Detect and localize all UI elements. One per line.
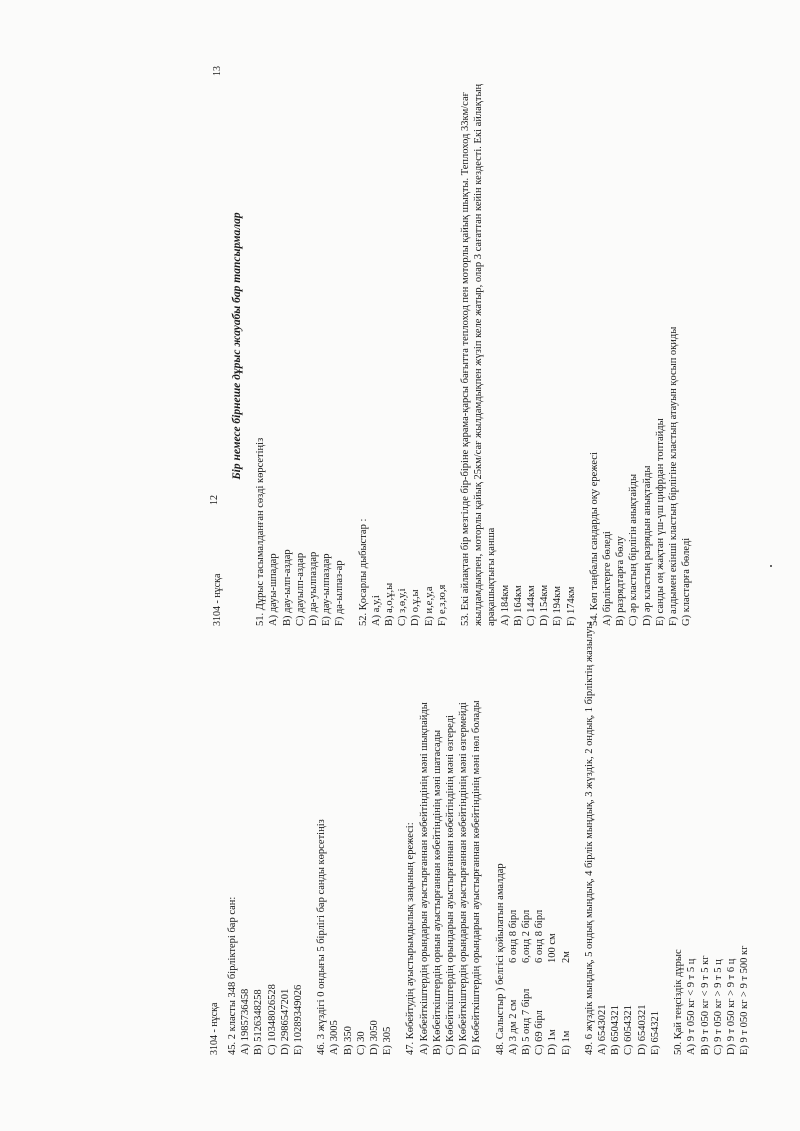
option: А) 6543021 bbox=[597, 1004, 609, 1055]
option: Е) 305 bbox=[382, 1026, 394, 1055]
option: С) 6054321 bbox=[623, 1005, 635, 1055]
option-right: 2м bbox=[560, 951, 572, 963]
options-list bbox=[601, 66, 693, 626]
option: А) 1985736458 bbox=[240, 988, 252, 1055]
option: С) з,ө,у,і bbox=[397, 588, 409, 626]
question-text: 53. Екі айлақтан бір мезгілде бір-біріне қарама-қарсы бағытта теплоход пен моторлы қайық шықты. Теплоход 33км/сағ жылдамдықпен, моторлы қайық 25км/сағ жылдамдықпен жүзіп келе жатыр, олар 3 сағаттан кейін кездесті. Екі айлақтың арақашықтығы қанша bbox=[460, 83, 498, 626]
option: Е) 9 т 050 кг > 9 т 500 кг bbox=[739, 945, 751, 1055]
option-right: 6 онд 8 бірл bbox=[507, 909, 519, 963]
option: Е) 654321 bbox=[649, 1010, 661, 1055]
scan-speck bbox=[770, 565, 772, 567]
option: А) 184км bbox=[499, 584, 511, 626]
option: С) дауылп-аздар bbox=[294, 552, 306, 626]
option: В) Көбейткіштердің орнын ауыстырғаннан көбейтіндінің мәні шатасады bbox=[431, 729, 443, 1055]
option-left: С) 69 бірл bbox=[534, 1010, 546, 1055]
option: F) е,з,ю,я bbox=[436, 584, 448, 626]
option: С) әр кластың бірлігін анықтайды bbox=[628, 473, 640, 626]
option: С) 9 т 050 кг > 9 т 5 ц bbox=[712, 959, 724, 1055]
page-header: 3104 - нұсқа bbox=[212, 573, 223, 626]
option: А) Көбейткіштердің орындарын ауыстырғаннан көбейтіндінің мәні шықпайды bbox=[418, 702, 430, 1055]
options-list bbox=[267, 66, 346, 626]
option: В) дау-ылп-аздар bbox=[281, 549, 293, 626]
question-text: 50. Қай теңсіздік дұрыс bbox=[673, 949, 685, 1055]
options-list bbox=[499, 66, 578, 626]
option: А) 9 т 050 кг < 9 т 5 ц bbox=[686, 958, 698, 1055]
option: А) а,у,і bbox=[370, 595, 382, 626]
question-text: 49. 6 жүздік мыңдық, 5 ондық мыңдық, 4 бірлік мыңдық, 3 жүздік, 2 ондық, 1 бірліктің жазылуы bbox=[583, 621, 595, 1055]
option: В) 350 bbox=[342, 1026, 354, 1055]
question-text: 47. Көбейтудің ауыстырымдылық заңының ережесі: bbox=[405, 822, 417, 1055]
option: F) да-ылпаз-ар bbox=[334, 560, 346, 626]
question-51 bbox=[254, 66, 346, 626]
option: Е) 10289349026 bbox=[293, 984, 305, 1055]
option-right: 6,онд 2 бірл bbox=[521, 909, 533, 963]
option: F) 174км bbox=[565, 586, 577, 626]
question-text: 52. Қосарлы дыбыстар : bbox=[357, 518, 369, 626]
question-text: 48. Салыстыр ) белгісі қойылатын амалдар bbox=[494, 863, 506, 1055]
option: Е) 194км bbox=[552, 585, 564, 626]
option: А) бірліктерге бөледі bbox=[602, 531, 614, 626]
page-header: 3104 - нұсқа bbox=[209, 1002, 220, 1055]
option: В) 6504321 bbox=[610, 1005, 622, 1055]
page-number: 13 bbox=[212, 66, 223, 76]
option: D) Көбейткіштердің орындарын ауыстырғаннан көбейтіндінің мәні өзгермейді bbox=[458, 702, 470, 1055]
option: В) 5126348258 bbox=[253, 989, 265, 1055]
option: А) дауы-шпадар bbox=[268, 553, 280, 626]
option: В) разрядтарға бөлу bbox=[615, 536, 627, 626]
option: С) Көбейткіштердің орындарын ауыстырғаннан көбейтіндінің мәні өзгереді bbox=[445, 715, 457, 1055]
option-right: 6 онд 8 бірл bbox=[534, 909, 546, 963]
option: D) да-уылпаздар bbox=[308, 551, 320, 626]
option: D) әр кластың разрядын анықтайды bbox=[641, 465, 653, 626]
option: В) 164км bbox=[512, 585, 524, 626]
option: С) 30 bbox=[355, 1031, 367, 1055]
question-text: 54. Көп таңбалы сандарды оқу ережесі bbox=[588, 452, 600, 626]
option: D) 9 т 050 кг > 9 т 6 ц bbox=[725, 958, 737, 1055]
option: Е) дау-ылпаздар bbox=[321, 553, 333, 626]
option: А) 3005 bbox=[329, 1020, 341, 1055]
question-text: 46. 3 жүздігі 0 ондығы 5 бірлігі бар санды көрсетіңіз bbox=[316, 819, 328, 1055]
option-left: А) 3 дм 2 см bbox=[507, 999, 519, 1055]
option: F) алдымен екінші кластың бірлігіне кластың атауын қосып оқиды bbox=[668, 326, 680, 626]
question-53 bbox=[459, 66, 578, 626]
question-text: 45. 2 класты 348 бірліктері бар сан: bbox=[227, 896, 238, 1055]
question-54 bbox=[588, 66, 694, 626]
option: D) 2986547201 bbox=[279, 988, 291, 1055]
right-page bbox=[211, 66, 693, 626]
question-text: 51. Дұрыс тасымалданған сөзді көрсетіңіз bbox=[255, 437, 267, 626]
option: В) а,о,ұ,ы bbox=[384, 582, 396, 626]
option-left: В) 5 онд 7 бірл bbox=[521, 988, 533, 1055]
option-right: 100 см bbox=[547, 933, 559, 963]
option-left: D) 1м bbox=[547, 1029, 559, 1055]
option: D) 154км bbox=[539, 584, 551, 626]
option: С) 10348026528 bbox=[266, 984, 278, 1055]
option: D) о,ұ,ы bbox=[410, 589, 422, 626]
option: D) 3050 bbox=[369, 1020, 381, 1055]
option: Е) Көбейткіштердің орындарын ауыстырғаннан көбейтіндінің мәні нөл болады bbox=[471, 700, 483, 1055]
option: G) кластарға бөледі bbox=[681, 537, 693, 626]
section-title: Бір немесе бірнеше дұрыс жауабы бар тапсырмалар bbox=[231, 212, 243, 480]
options-list bbox=[370, 66, 449, 626]
option-left: Е) 1м bbox=[560, 1030, 572, 1055]
question-52 bbox=[357, 66, 449, 626]
page-number: 12 bbox=[209, 495, 220, 505]
option: С) 144км bbox=[526, 585, 538, 626]
option: Е) и,е,у,а bbox=[423, 586, 435, 626]
page-content bbox=[229, 66, 704, 626]
option: Е) санды оң жақтан үш-үш цифрдан топтайды bbox=[654, 418, 666, 626]
option: В) 9 т 050 кг < 9 т 5 кг bbox=[699, 955, 711, 1055]
option: D) 6540321 bbox=[636, 1004, 648, 1055]
